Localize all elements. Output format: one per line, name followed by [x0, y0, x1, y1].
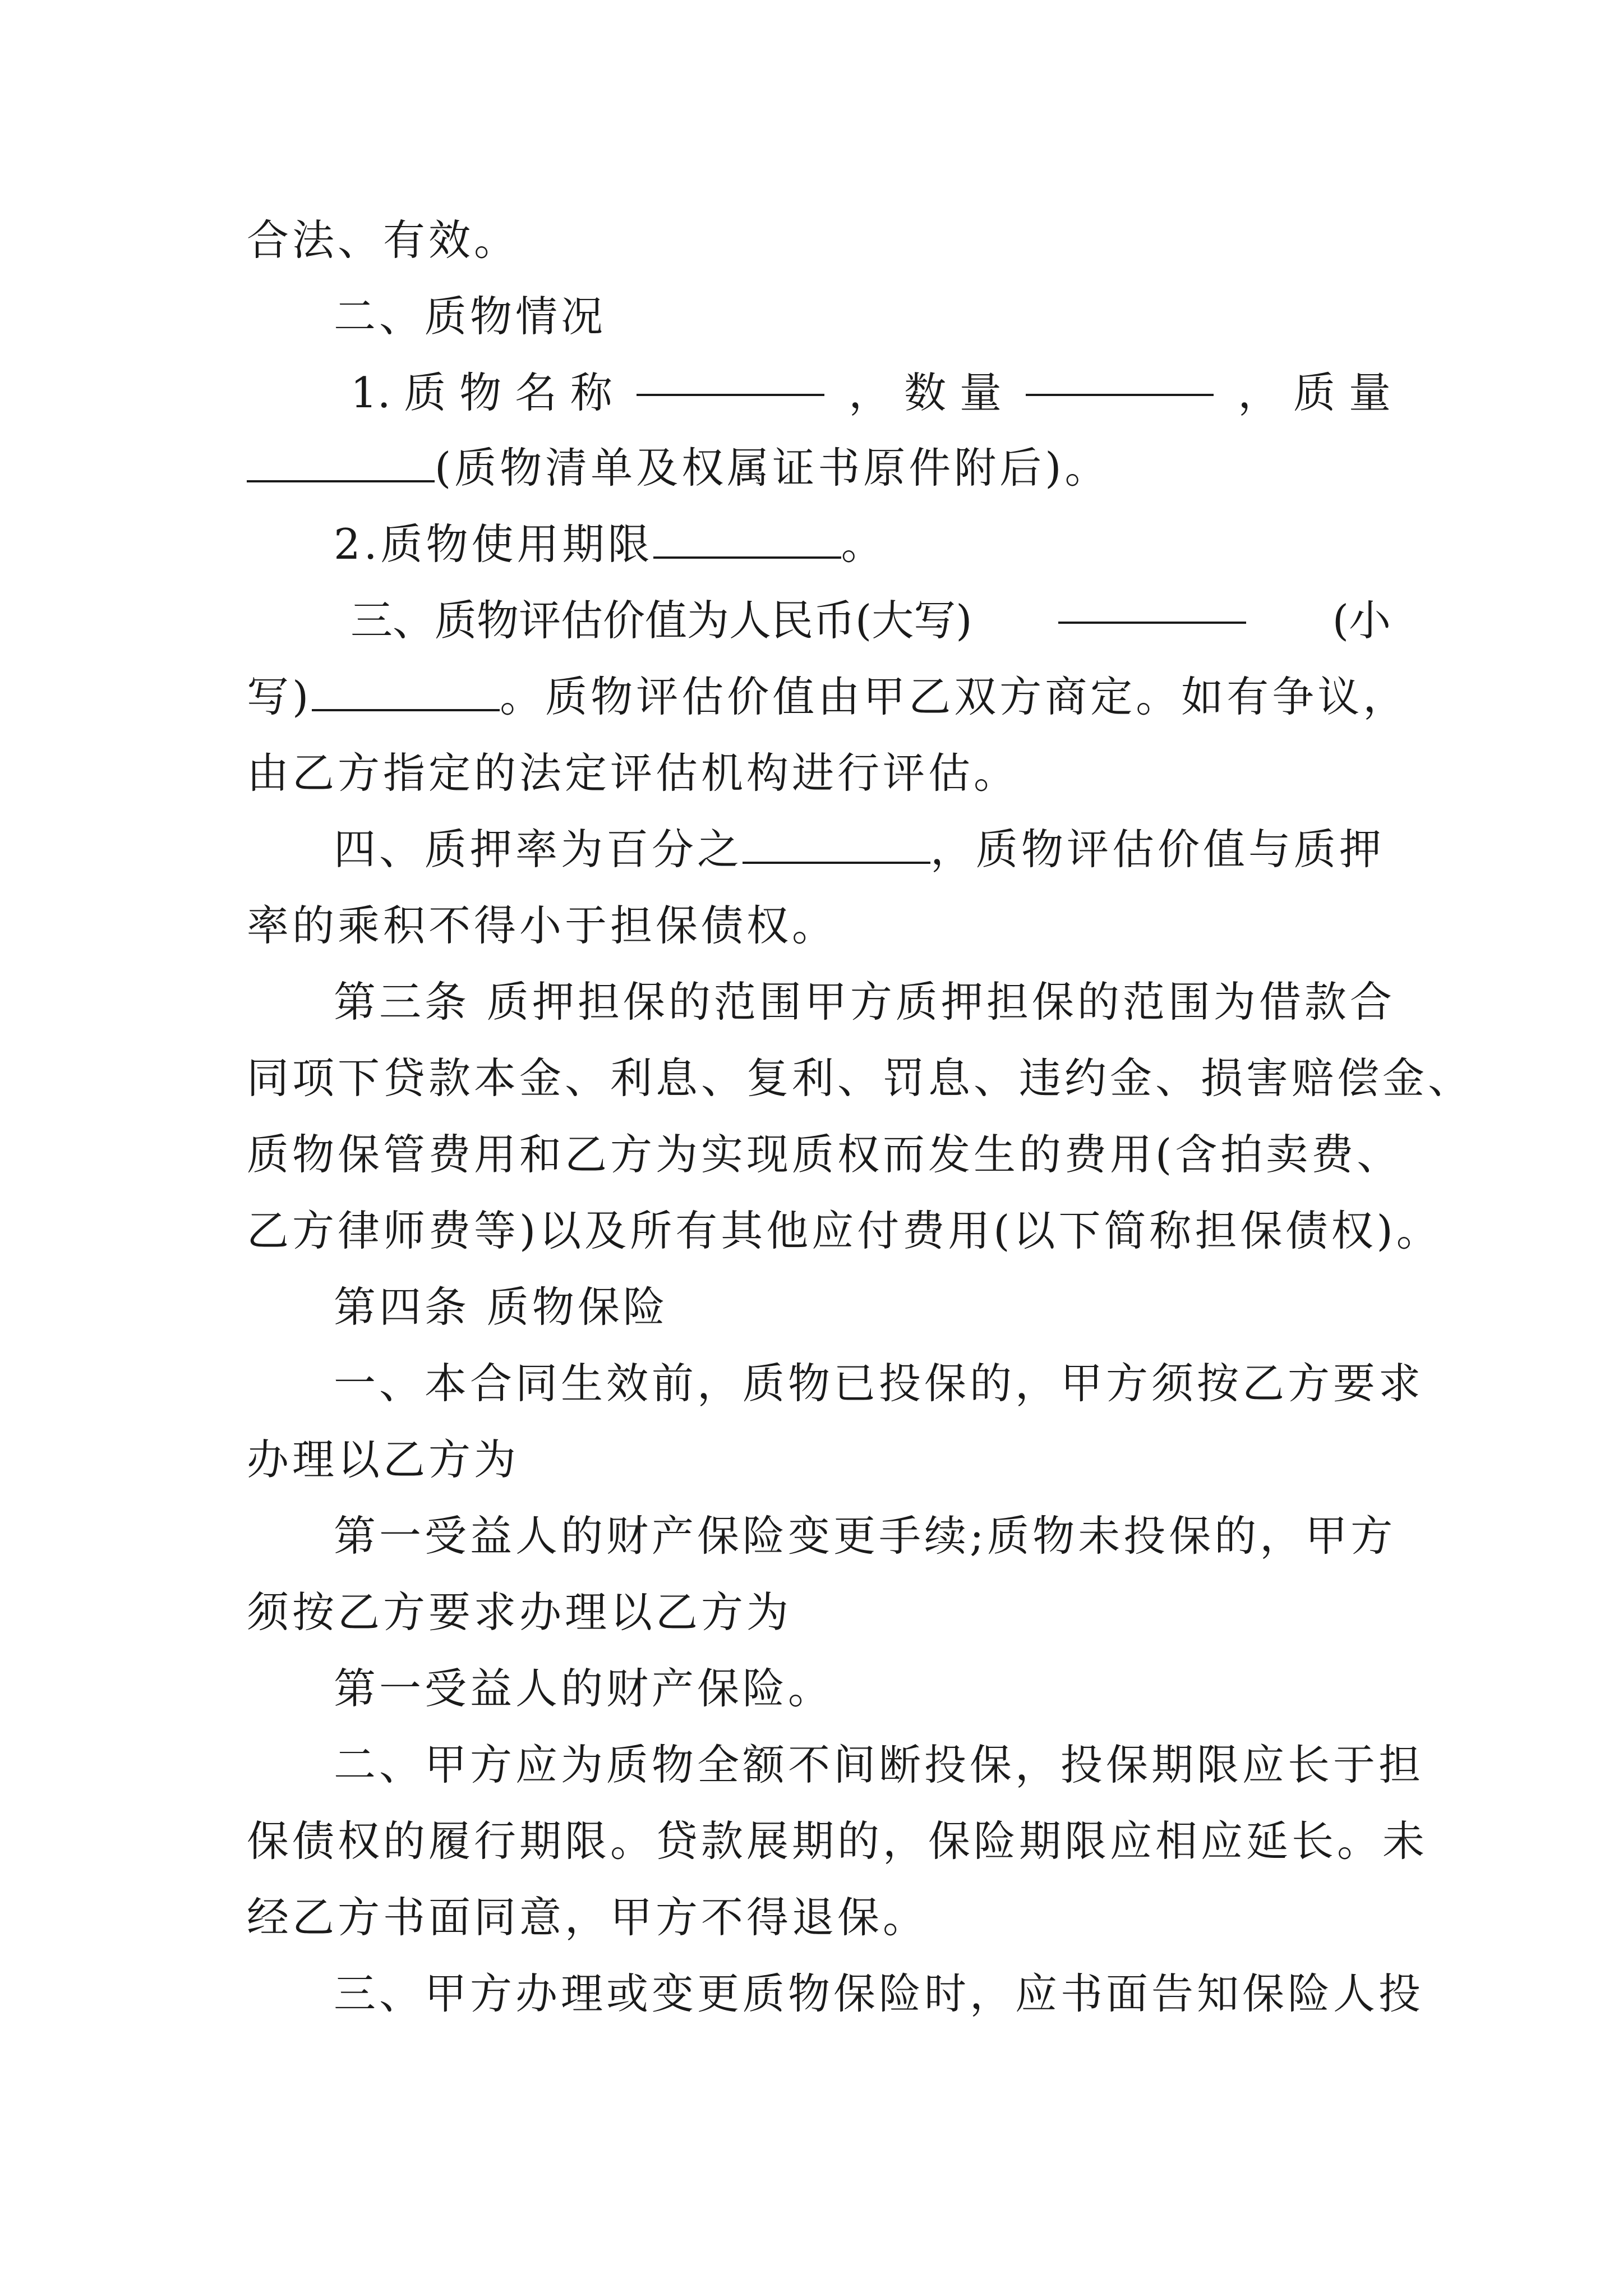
text-line: 经乙方书面同意，甲方不得退保。 — [247, 1893, 929, 1942]
blank-field-usage-period — [653, 522, 841, 559]
blank-field-quantity — [1026, 359, 1214, 396]
text-segment: (小 — [1332, 596, 1391, 645]
text-segment: 。 — [841, 519, 887, 569]
text-line: 同项下贷款本金、利息、复利、罚息、违约金、损害赔偿金、 — [247, 1053, 1474, 1103]
blank-field-pledge-name — [637, 359, 824, 396]
text-segment: (质物清单及权属证书原件附后)。 — [435, 443, 1110, 493]
text-line: 三、甲方办理或变更质物保险时，应书面告知保险人投 — [334, 1969, 1424, 2018]
text-segment: 三、质物评估价值为人民币(大写) — [351, 596, 972, 645]
article-three-heading: 第三条 质押担保的范围甲方质押担保的范围为借款合 — [334, 977, 1395, 1027]
text-line: 质物保管费用和乙方为实现质权而发生的费用(含拍卖费、 — [247, 1130, 1403, 1179]
text-segment: 写) — [247, 672, 312, 721]
text-line-pledge-name — [351, 359, 1391, 426]
text-line — [247, 663, 1409, 730]
text-line-valuation — [351, 587, 1391, 654]
text-line: 一、本合同生效前，质物已投保的，甲方须按乙方要求 — [334, 1359, 1424, 1408]
text-line-pledge-rate — [334, 816, 1391, 883]
text-segment: ， 质 量 — [1238, 368, 1391, 417]
text-line: 由乙方指定的法定评估机构进行评估。 — [247, 748, 1020, 798]
text-line: 合法、有效。 — [247, 215, 520, 265]
article-four-heading: 第四条 质物保险 — [334, 1282, 668, 1332]
text-line: 第一受益人的财产保险变更手续;质物未投保的，甲方 — [334, 1511, 1396, 1561]
text-segment: ，质物评估价值与质押 — [930, 825, 1385, 874]
text-line — [247, 434, 1391, 501]
section-heading-pledge-details: 二、质物情况 — [334, 292, 607, 341]
text-line: 办理以乙方为 — [247, 1435, 520, 1484]
text-line: 保债权的履行期限。贷款展期的，保险期限应相应延长。未 — [247, 1816, 1428, 1866]
blank-field-quality — [247, 445, 435, 482]
text-line: 率的乘积不得小于担保债权。 — [247, 901, 838, 950]
text-segment: 四、质押率为百分之 — [334, 825, 743, 874]
text-segment: 。质物评估价值由甲乙双方商定。如有争议， — [500, 672, 1409, 721]
text-line: 第一受益人的财产保险。 — [334, 1664, 834, 1713]
text-segment: 2.质物使用期限 — [334, 519, 653, 569]
text-line-usage-period — [334, 510, 1391, 578]
text-line: 二、甲方应为质物全额不间断投保，投保期限应长于担 — [334, 1740, 1424, 1789]
text-line: 乙方律师费等)以及所有其他应付费用(以下简称担保债权)。 — [247, 1206, 1442, 1255]
text-segment: 1. 质 物 名 称 — [351, 368, 612, 417]
text-line: 须按乙方要求办理以乙方为 — [247, 1588, 792, 1637]
blank-field-amount-uppercase — [1058, 587, 1246, 624]
blank-field-pledge-rate — [743, 827, 930, 864]
text-segment: ， 数 量 — [849, 368, 1002, 417]
blank-field-amount-lowercase — [312, 674, 500, 711]
